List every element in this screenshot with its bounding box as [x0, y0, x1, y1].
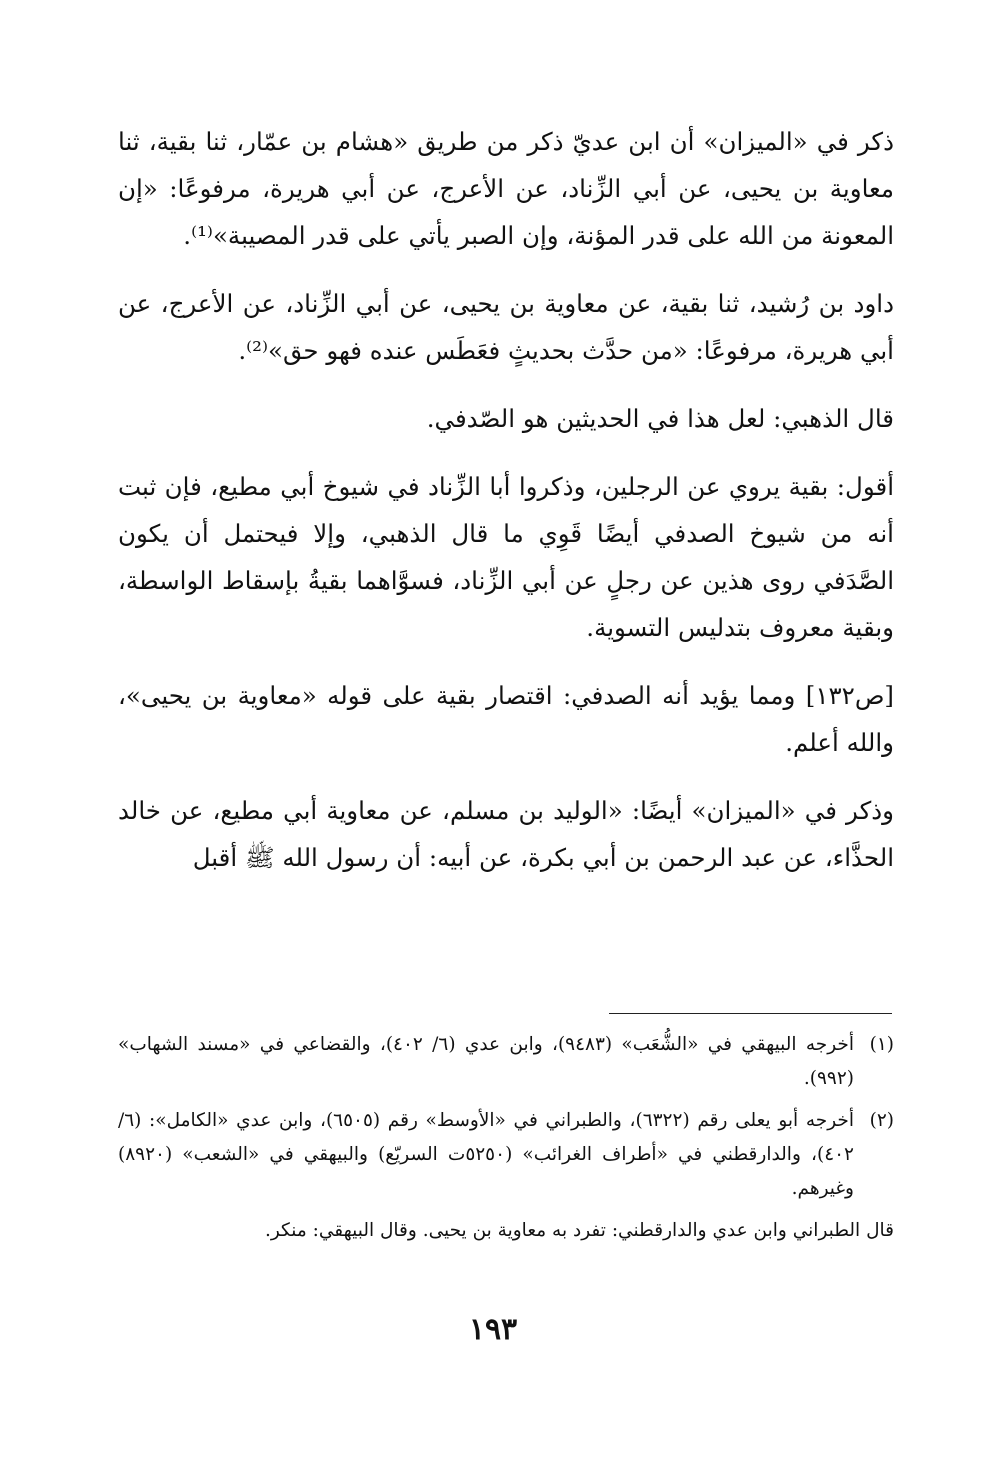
footnote-separator	[609, 1013, 892, 1014]
footnote-1	[118, 1028, 894, 1096]
footnote-2	[118, 1104, 894, 1206]
footnotes	[118, 1028, 894, 1248]
paragraph-author-comment: أقول: بقية يروي عن الرجلين، وذكروا أبا الزِّناد في شيوخ أبي مطيع، فإن ثبت أنه من شيوخ الصدفي أيضًا قَوِي ما قال الذهبي، وإلا فيحتمل أن يكون الصَّدَفي روى هذين عن رجلٍ عن أبي الزِّناد، فسوَّاهما بقيةُ بإسقاط الواسطة، وبقية معروف بتدليس التسوية.	[118, 472, 894, 642]
paragraph-dawud-chain: داود بن رُشيد، ثنا بقية، عن معاوية بن يحيى، عن أبي الزِّناد، عن الأعرج، عن أبي هريرة، مرفوعًا: «من حدَّث بحديثٍ فعَطَس عنده فهو حق»⁽²⁾.	[118, 289, 894, 365]
footnote-number: (٢)	[869, 1110, 894, 1131]
main-text	[118, 118, 894, 902]
paragraph-support: [ص١٣٢] ومما يؤيد أنه الصدفي: اقتصار بقية على قوله «معاوية بن يحيى»، والله أعلم.	[118, 681, 894, 757]
footnote-note: قال الطبراني وابن عدي والدارقطني: تفرد به معاوية بن يحيى. وقال البيهقي: منكر.	[264, 1220, 894, 1241]
paragraph-dhahabi-remark: قال الذهبي: لعل هذا في الحديثين هو الصّدفي.	[426, 404, 894, 433]
footnote-number: (١)	[869, 1034, 894, 1055]
footnote-text: أخرجه أبو يعلى رقم (٦٣٢٢)، والطبراني في «الأوسط» رقم (٦٥٠٥)، وابن عدي «الكامل»: (٦/ ٤٠٢)، والدارقطني في «أطراف الغرائب» (٥٢٥٠ت السريّع) والبيهقي في «الشعب» (٨٩٢٠) وغيرهم.	[118, 1110, 854, 1199]
paragraph-mizan-second: وذكر في «الميزان» أيضًا: «الوليد بن مسلم، عن معاوية أبي مطيع، عن خالد الحذَّاء، عن عبد الرحمن بن أبي بكرة، عن أبيه: أن رسول الله ﷺ أقبل	[118, 796, 894, 872]
page-number: ١٩٣	[468, 1312, 518, 1347]
footnote-text: أخرجه البيهقي في «الشُّعَب» (٩٤٨٣)، وابن عدي (٦/ ٤٠٢)، والقضاعي في «مسند الشهاب» (٩٩٢).	[118, 1034, 854, 1089]
paragraph-mizan-citation: ذكر في «الميزان» أن ابن عديّ ذكر من طريق «هشام بن عمّار، ثنا بقية، ثنا معاوية بن يحيى، عن أبي الزِّناد، عن الأعرج، عن أبي هريرة، مرفوعًا: «إن المعونة من الله على قدر المؤنة، وإن الصبر يأتي على قدر المصيبة»⁽¹⁾.	[118, 127, 894, 250]
